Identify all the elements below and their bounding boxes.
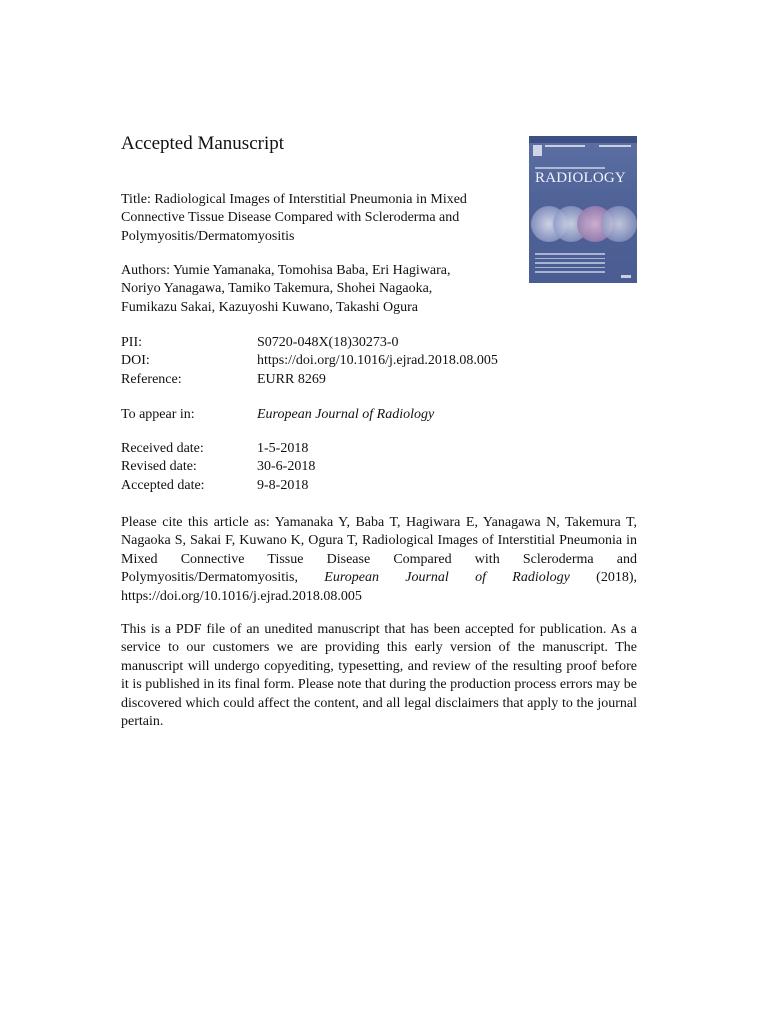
publisher-logo-icon: [533, 145, 542, 156]
article-title: [121, 191, 501, 246]
title-line: Connective Tissue Disease Compared with Scleroderma and: [121, 210, 460, 226]
doi-link[interactable]: https://doi.org/10.1016/j.ejrad.2018.08.005: [257, 353, 498, 369]
appear-label: To appear in:: [121, 407, 195, 422]
accepted-label: Accepted date:: [121, 477, 205, 493]
received-label: Received date:: [121, 441, 204, 456]
cover-footer-mark: [621, 275, 631, 278]
citation-doi[interactable]: (2018), https://doi.org/10.1016/j.ejrad.2018.08.005: [121, 570, 637, 604]
authors-line: Noriyo Yanagawa, Tamiko Takemura, Shohei Nagaoka,: [121, 281, 433, 297]
pii-value: S0720-048X(18)30273-0: [257, 335, 399, 350]
doi-row: [121, 352, 641, 370]
received-row: [121, 440, 641, 458]
revised-value: 30-6-2018: [257, 459, 316, 475]
cover-text-lines: [535, 253, 605, 276]
citation-text: Please cite this article as: Yamanaka Y, Baba T, Hagiwara E, Yanagawa N, Takemura T, Nagaoka S, Sakai F, Kuwano K, Ogura T, Radiological Images of Interstitial Pneumonia in Mixed Connective Tissue Disease Compared with Scleroderma and Polymyositis/Dermatomyositis,: [121, 515, 637, 586]
journal-table: [121, 406, 641, 424]
cover-journal-name: RADIOLOGY: [535, 170, 626, 186]
authors-line: Authors: Yumie Yamanaka, Tomohisa Baba, Eri Hagiwara,: [121, 263, 451, 278]
cover-volume-line: [545, 145, 585, 147]
page-heading: Accepted Manuscript: [121, 133, 285, 154]
reference-value: EURR 8269: [257, 371, 326, 387]
reference-label: Reference:: [121, 371, 182, 387]
title-line: Polymyositis/Dermatomyositis: [121, 228, 295, 244]
revised-label: Revised date:: [121, 459, 197, 475]
revised-row: [121, 458, 641, 476]
cover-circles-graphic: [529, 200, 637, 248]
cover-top-strip: [529, 136, 637, 143]
cover-subtitle-line: [535, 167, 605, 169]
accepted-value: 9-8-2018: [257, 477, 309, 493]
title-line: Title: Radiological Images of Interstitial Pneumonia in Mixed: [121, 192, 467, 207]
cover-issn-line: [599, 145, 631, 147]
dates-table: [121, 440, 641, 495]
accepted-row: [121, 477, 641, 495]
cover-circle-right: [601, 206, 637, 242]
article-authors: [121, 262, 501, 317]
citation-paragraph: [121, 514, 637, 606]
identifier-table: [121, 334, 641, 389]
citation-journal: European Journal of Radiology: [324, 570, 570, 586]
journal-cover-image: [529, 136, 637, 283]
notice-paragraph: This is a PDF file of an unedited manuscript that has been accepted for publication. As a service to our customers we are providing this early version of the manuscript. The manuscript will undergo copyediting, typesetting, and review of the resulting proof before it is published in its final form. Please note that during the production process errors may be discovered which could affect the content, and all legal disclaimers that apply to the journal pertain.: [121, 622, 637, 730]
reference-row: [121, 371, 641, 389]
received-value: 1-5-2018: [257, 441, 309, 456]
authors-line: Fumikazu Sakai, Kazuyoshi Kuwano, Takashi Ogura: [121, 299, 418, 315]
pii-row: [121, 334, 641, 352]
pii-label: PII:: [121, 335, 142, 350]
appear-row: [121, 406, 641, 424]
journal-name: European Journal of Radiology: [257, 407, 435, 422]
doi-label: DOI:: [121, 353, 150, 369]
